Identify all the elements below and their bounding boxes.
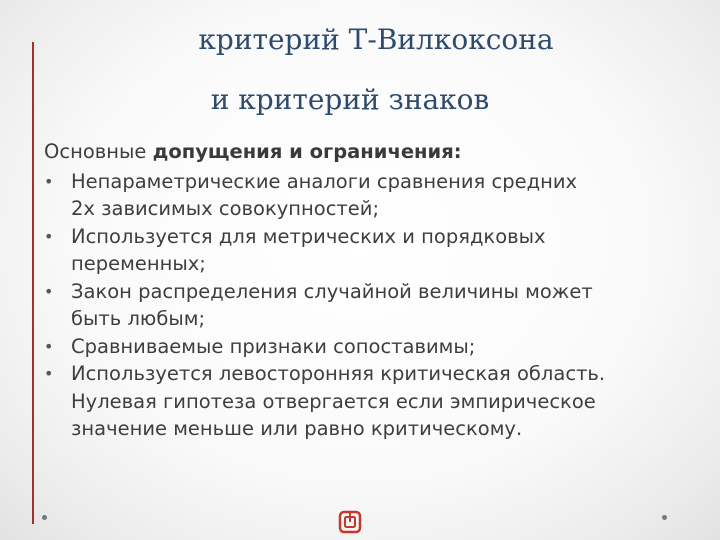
accent-vertical-line (32, 42, 34, 524)
intro-plain: Основные (44, 140, 153, 163)
bullet-item (44, 223, 704, 278)
bullet-line: быть любым; (71, 307, 206, 330)
bullet-list (44, 168, 704, 443)
bullet-line: Непараметрические аналоги сравнения средних (71, 169, 578, 193)
bullet-line: Нулевая гипотеза отвергается если эмпирическое (71, 389, 596, 413)
slide-title-line-2: и критерий знаков (210, 83, 490, 116)
bullet-dot: • (44, 226, 54, 246)
bullet-item (44, 278, 704, 333)
bullet-line: Закон распределения случайной величины может (71, 279, 593, 303)
bullet-line: 2х зависимых совокупностей; (71, 197, 380, 220)
slide-content (44, 138, 704, 443)
bullet-dot: • (44, 171, 54, 191)
bullet-line: значение меньше или равно критическому. (71, 417, 523, 440)
corner-dot-left (42, 515, 47, 520)
bullet-dot: • (44, 364, 54, 383)
bullet-dot: • (44, 281, 54, 301)
bullet-line: Используется левосторонняя критическая область. (71, 362, 606, 385)
bullet-line: переменных; (71, 252, 206, 275)
logo-icon (338, 510, 362, 534)
bullet-dot: • (44, 336, 54, 356)
bullet-line: Используется для метрических и порядковых (71, 224, 546, 248)
bullet-item (44, 333, 704, 361)
bullet-item (44, 360, 704, 443)
bullet-line: Сравниваемые признаки сопоставимы; (71, 334, 476, 358)
bullet-item (44, 168, 704, 223)
intro-bold: допущения и ограничения (152, 140, 454, 163)
intro-line (44, 138, 704, 166)
slide-title-line-1: критерий Т-Вилкоксона (198, 23, 554, 56)
corner-dot-right (662, 515, 667, 520)
intro-colon: : (453, 140, 462, 163)
